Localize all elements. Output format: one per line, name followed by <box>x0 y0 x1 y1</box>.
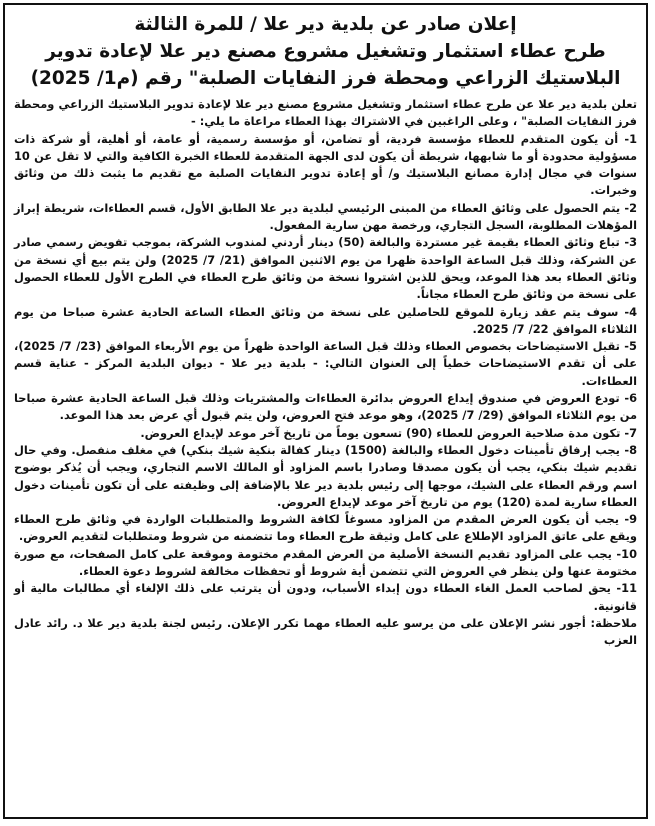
condition-item-7: 7- تكون مدة صلاحية العروض للعطاء (90) تسعون يوماً من تاريخ آخر موعد لإيداع العروض. <box>140 425 637 440</box>
intro-paragraph: تعلن بلدية دير علا عن طرح عطاء استثمار وتشغيل مشروع مصنع دير علا لإعادة تدوير البلاستيك الزراعي ومحطة فرز النفايات الصلبة" ، وعلى الراغبين في الاشتراك بهذا العطاء مراعاة ما يلي: - <box>14 97 637 129</box>
condition-item-9: 9- يجب أن يكون العرض المقدم من المزاود مسوغاً لكافة الشروط والمتطلبات الواردة في وثائق طرح العطاء ويقع على عاتق المزاود الإطلاع على كامل وثيقة طرح العطاء وما تتضمنه من شروط ومتطلبات لتقديم العروض. <box>14 512 637 544</box>
announcement-frame <box>3 3 648 819</box>
header-line-1: إعلان صادر عن بلدية دير علا / للمرة الثالثة <box>134 14 517 35</box>
condition-item-1: 1- أن يكون المتقدم للعطاء مؤسسة فردية، أو تضامن، أو مؤسسة رسمية، أو عامة، أو أهلية، أو شركة ذات مسؤولية محدودة أو ما شابهها، شريطة أن يكون لدى الجهة المتقدمة للعطاء الخبرة الكافية والتي لا تقل عن 10 سنوات في مجال إدارة مصانع البلاستيك و/ أو إعادة تدوير النفايات الصلبة مع تقديم ما يثبت ذلك من وثائق وخبرات. <box>14 131 637 198</box>
closing-note: ملاحظة: أجور نشر الإعلان على من يرسو عليه العطاء مهما تكرر الإعلان. رئيس لجنة بلدية دير علا د. رائد عادل العزب <box>14 615 637 648</box>
announcement-header <box>5 5 646 94</box>
announcement-body <box>5 94 646 650</box>
condition-item-5: 5- تقبل الاستيضاحات بخصوص العطاء وذلك قبل الساعة الواحدة ظهراً من يوم الأربعاء الموافق (23/ 7/ 2025)، على أن تقدم الاستيضاحات خطياً إلى العنوان التالي: - بلدية دير علا - ديوان البلدية المركز - عناية قسم العطاءات. <box>14 339 637 388</box>
condition-item-10: 10- يجب على المزاود تقديم النسخة الأصلية من العرض المقدم مختومة وموقعة على كامل الصفحات، مع صورة مختومة عنها ولن ينظر في العروض التي تتضمن أية شروط أو تحفظات مخالفة لشروط دعوة العطاء. <box>14 546 637 579</box>
condition-item-2: 2- يتم الحصول على وثائق العطاء من المبنى الرئيسي لبلدية دير علا الطابق الأول، قسم العطاءات، شريطة إبراز المؤهلات المطلوبة، السجل التجاري، ورخصة مهن سارية المفعول. <box>14 200 637 233</box>
condition-item-11: 11- يحق لصاحب العمل الغاء العطاء دون إبداء الأسباب، ودون أن يترتب على ذلك الإلغاء أي مطالبات مالية أو قانونية. <box>14 581 637 613</box>
header-line-3: البلاستيك الزراعي ومحطة فرز النفايات الصلبة" رقم (م1/ 2025) <box>30 68 621 89</box>
condition-item-4: 4- سوف يتم عقد زيارة للموقع للحاصلين على نسخة من وثائق العطاء الساعة الحادية عشرة صباحا من يوم الثلاثاء الموافق 22/ 7/ 2025. <box>14 304 637 336</box>
header-line-2: طرح عطاء استثمار وتشغيل مشروع مصنع دير علا لإعادة تدوير <box>45 41 606 62</box>
condition-item-6: 6- تودع العروض في صندوق إيداع العروض بدائرة العطاءات والمشتريات وذلك قبل الساعة الحادية عشرة صباحا من يوم الثلاثاء الموافق (29/ 7/ 2025)، وهو موعد فتح العروض، ولن يتم قبول أي عرض بعد هذا الموعد. <box>14 391 637 423</box>
condition-item-8: 8- يجب إرفاق تأمينات دخول العطاء والبالغة (1500) دينار كفالة بنكية شيك بنكي) في مغلف منفصل. وفي حال تقديم شيك بنكي، يجب أن يكون مصدقا وصادرا باسم المزاود أو المالك الاسم التجاري، ويجب أن يُذكر بوضوح اسم ورقم العطاء على الشيك، موجها إلى رئيس بلدية دير علا بالإضافة إلى وظيفته على أن تكون تأمينات دخول العطاء سارية لمدة (120) يوم من تاريخ آخر موعد لإيداع العروض. <box>14 442 637 509</box>
condition-item-3: 3- تباع وثائق العطاء بقيمة غير مستردة والبالغة (50) دينار أردني لمندوب الشركة، بموجب تفويض رسمي صادر عن الشركة، وذلك قبل الساعة الواحدة ظهرا من يوم الاثنين الموافق (21/ 7/ 2025) ولن يتم بيع أي نسخة من وثائق العطاء بعد هذا الموعد، ويحق للذين اشتروا نسخة من وثائق طرح العطاء في الطرح الأول للعطاء الحصول على نسخة من وثائق طرح العطاء مجاناً. <box>14 235 637 302</box>
